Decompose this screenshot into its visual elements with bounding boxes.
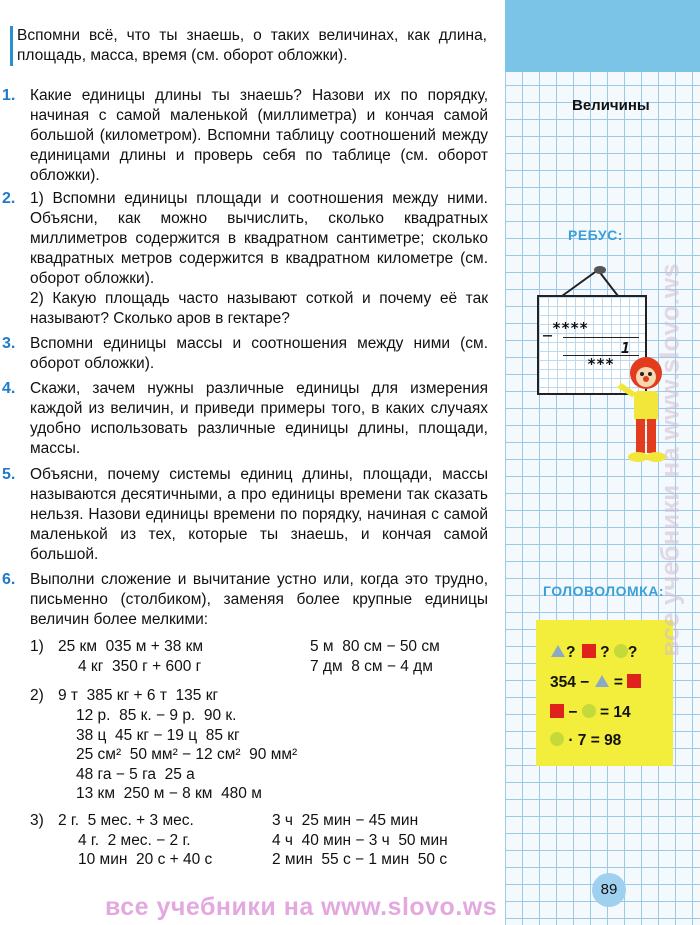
exercise-line: 25 см² 50 мм² − 12 см² 90 мм²	[76, 746, 298, 763]
task-number: 2.	[2, 190, 16, 207]
puzzle-title: ГОЛОВОЛОМКА:	[543, 583, 665, 599]
watermark-text: все учебники на www.slovo.ws	[105, 893, 498, 921]
task-4	[2, 379, 488, 459]
task-number: 1.	[2, 87, 16, 104]
exercise-line: 4 кг 350 г + 600 г	[78, 658, 202, 675]
section-title: Величины	[572, 97, 650, 114]
exercise-line: 10 мин 20 с + 40 с	[78, 851, 213, 868]
task-number: 6.	[2, 571, 16, 588]
square-icon	[627, 674, 641, 688]
task-text: Выполни сложение и вычитание устно или, когда это трудно, письменно (столбиком), заменяя более крупные единицы величин более мелкими:	[30, 571, 488, 628]
triangle-icon	[594, 674, 610, 688]
exercise-line: 13 км 250 м − 8 км 480 м	[76, 785, 262, 802]
circle-icon	[550, 732, 564, 746]
sidebar-header-band	[505, 0, 700, 72]
rebus-row: ***	[587, 355, 615, 373]
exercise-line: 4 г. 2 мес. − 2 г.	[78, 832, 191, 849]
task-number: 4.	[2, 380, 16, 397]
task-text: Скажи, зачем нужны различные единицы для измерения каждой из величин, и приведи примеры того, в каких случаях удобно использовать различные единицы длины, площади, массы.	[30, 380, 488, 457]
puzzle-line-4: · 7 = 98	[550, 732, 621, 750]
task-2	[2, 189, 488, 329]
puzzle-line-3: − = 14	[550, 704, 631, 722]
rebus-divider	[563, 337, 639, 338]
exercise-line: 5 м 80 см − 50 см	[310, 638, 440, 655]
circle-icon	[582, 704, 596, 718]
exercise-label: 1)	[30, 638, 44, 655]
circle-icon	[614, 644, 628, 658]
triangle-icon	[550, 644, 566, 658]
page-number: 89	[592, 873, 626, 907]
exercise-label: 2)	[30, 687, 44, 704]
exercise-line: 7 дм 8 см − 4 дм	[310, 658, 433, 675]
task-text: Вспомни единицы массы и соотношения между ними (см. оборот обложки).	[30, 335, 488, 372]
rebus-row: _****	[543, 319, 589, 337]
exercise-line: 2 мин 55 с − 1 мин 50 с	[272, 851, 448, 868]
exercise-line: 48 га − 5 га 25 а	[76, 766, 195, 783]
task-1	[2, 86, 488, 186]
task-number: 5.	[2, 466, 16, 483]
puzzle-box	[536, 620, 673, 766]
task-text-part2: 2) Какую площадь часто называют соткой и почему её так называют? Сколько аров в гектаре?	[30, 290, 488, 327]
puzzle-line-1: ? ? ?	[550, 644, 637, 662]
rebus-row: 1	[621, 339, 631, 357]
intro-text: Вспомни всё, что ты знаешь, о таких величинах, как длина, площадь, масса, время (см. оборот обложки).	[10, 26, 487, 66]
task-text: Объясни, почему системы единиц длины, площади, массы называются десятичными, а про единицы времени так сказать нельзя. Назови единицы времени по порядку, начиная с самой маленькой из тех, которые ты знаешь, и кончая самой большой.	[30, 466, 488, 563]
board-hanger-icon	[560, 260, 620, 300]
task-text: Какие единицы длины ты знаешь? Назови их по порядку, начиная с самой маленькой (миллиметра) и кончая самой большой (километром). Вспомни таблицу соотношений между единицами длины и проверь себя по таблице (см. оборот обложки).	[30, 87, 488, 184]
task-6	[2, 570, 488, 630]
square-icon	[550, 704, 564, 718]
task-5	[2, 465, 488, 565]
puzzle-line-2: 354 − =	[550, 674, 641, 692]
exercise-line: 2 г. 5 мес. + 3 мес.	[58, 812, 194, 829]
exercise-label: 3)	[30, 812, 44, 829]
exercise-line: 38 ц 45 кг − 19 ц 85 кг	[76, 727, 240, 744]
exercise-line: 9 т 385 кг + 6 т 135 кг	[58, 687, 219, 704]
exercise-line: 4 ч 40 мин − 3 ч 50 мин	[272, 832, 448, 849]
rebus-title: РЕБУС:	[568, 227, 623, 243]
exercise-line: 12 р. 85 к. − 9 р. 90 к.	[76, 707, 237, 724]
task-3	[2, 334, 488, 374]
task-text: 1) Вспомни единицы площади и соотношения между ними. Объясни, как можно вычислить, сколько квадратных миллиметров содержится в квадратном сантиметре; сколько квадратных метров содержится в квадратном километре (см. оборот обложки).	[30, 190, 488, 287]
exercise-line: 25 км 035 м + 38 км	[58, 638, 204, 655]
square-icon	[582, 644, 596, 658]
watermark-vertical: все учебники на www.slovo.ws	[654, 263, 685, 657]
exercise-line: 3 ч 25 мин − 45 мин	[272, 812, 419, 829]
task-number: 3.	[2, 335, 16, 352]
